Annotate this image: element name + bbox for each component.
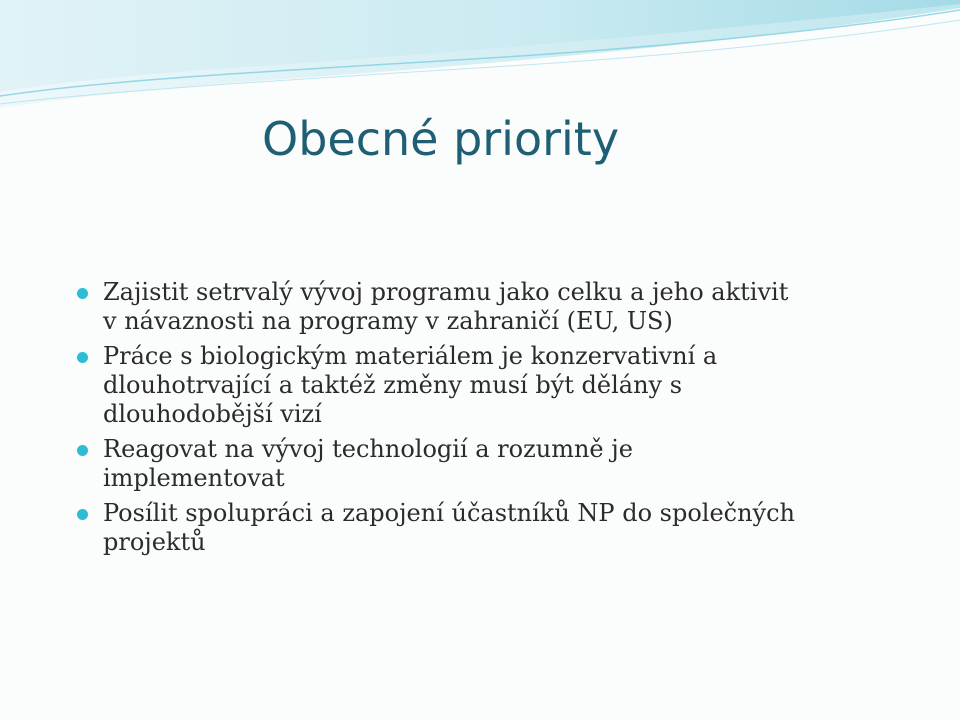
slide-title: Obecné priority <box>262 112 620 166</box>
bullet-text: Práce s biologickým materiálem je konzervativní a dlouhotrvající a taktéž změny musí být dělány s dlouhodobější vizí <box>103 342 718 428</box>
bullet-item <box>103 435 803 493</box>
bullet-dot-icon <box>77 509 88 520</box>
decorative-wave-banner <box>0 0 960 110</box>
bullet-dot-icon <box>77 288 88 299</box>
bullet-item <box>103 499 803 557</box>
bullet-text: Posílit spolupráci a zapojení účastníků NP do společných projektů <box>103 499 796 556</box>
bullet-text: Zajistit setrvalý vývoj programu jako celku a jeho aktivit v návaznosti na programy v zahraničí (EU, US) <box>103 278 789 335</box>
bullet-item <box>103 278 803 336</box>
bullet-dot-icon <box>77 445 88 456</box>
bullet-dot-icon <box>77 352 88 363</box>
bullet-text: Reagovat na vývoj technologií a rozumně je implementovat <box>103 435 633 492</box>
bullet-list <box>103 278 803 563</box>
bullet-item <box>103 342 803 429</box>
